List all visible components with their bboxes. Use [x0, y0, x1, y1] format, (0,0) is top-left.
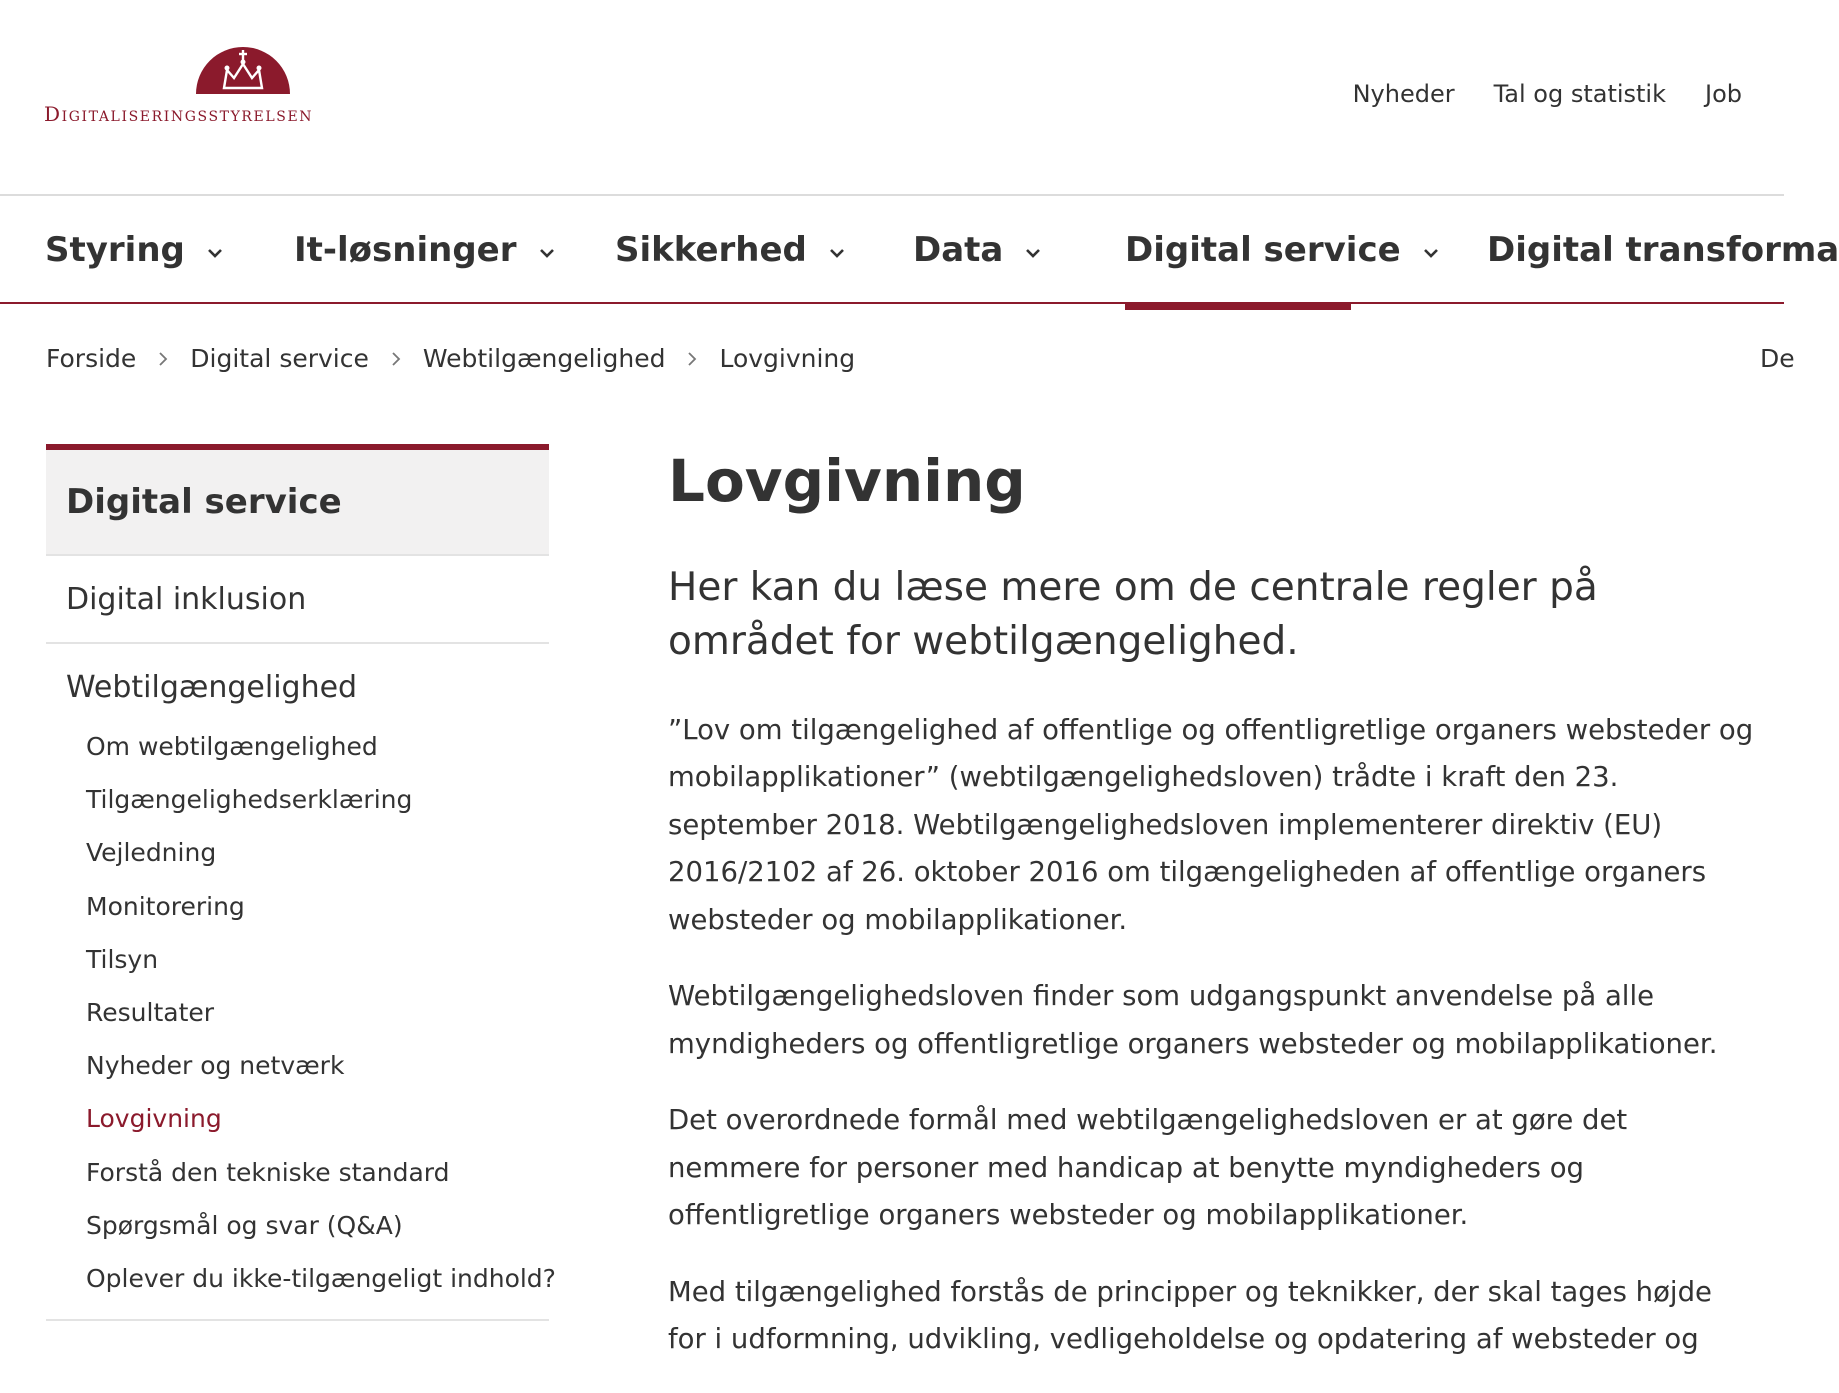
main-nav	[0, 196, 1839, 304]
site-logo[interactable]	[44, 44, 444, 134]
chevron-down-icon	[207, 248, 223, 258]
body-paragraph: Med tilgængelighed forstås de principper og teknikker, der skal tages højde for i udformning, udvikling, vedligeholdelse og opdatering af websteder og	[668, 1275, 1712, 1356]
sidebar-subnav	[46, 720, 556, 1321]
sidebar-subitem-vejledning[interactable]: Vejledning	[86, 838, 217, 868]
body-paragraph: Det overordnede formål med webtilgængelighedsloven er at gøre det nemmere for personer med handicap at benytte myndigheders og offentligretlige organers websteder og mobilapplikationer.	[668, 1104, 1628, 1232]
sidebar-subitem-monitorering[interactable]: Monitorering	[86, 891, 245, 921]
chevron-right-icon	[158, 351, 168, 367]
breadcrumb-link-forside[interactable]: Forside	[46, 344, 137, 373]
nav-item-label: Styring	[45, 230, 185, 270]
nav-item-sikkerhed[interactable]	[615, 230, 845, 270]
nav-item-label: Data	[913, 230, 1004, 270]
sidebar-item-digital-inklusion[interactable]: Digital inklusion	[46, 556, 549, 644]
sidebar-item-webtilgaengelighed[interactable]: Webtilgængelighed	[66, 670, 358, 705]
sidebar-subitem-resultater[interactable]: Resultater	[86, 997, 215, 1027]
chevron-down-icon	[829, 248, 845, 258]
sidebar-subitem-lovgivning[interactable]: Lovgivning	[86, 1104, 222, 1134]
sidebar-heading[interactable]: Digital service	[46, 444, 549, 556]
sidebar-subitem-nyheder-og-netvaerk[interactable]: Nyheder og netværk	[86, 1051, 345, 1081]
nav-item-label: It-løsninger	[294, 230, 517, 270]
nav-item-digital-service[interactable]	[1125, 230, 1439, 270]
chevron-down-icon	[539, 248, 555, 258]
sidebar-subitem-ikke-tilgaengeligt-indhold[interactable]: Oplever du ikke-tilgængeligt indhold?	[86, 1263, 556, 1293]
lead-text: Her kan du læse mere om de centrale regler på området for webtilgængelighed.	[668, 564, 1598, 664]
nav-item-styring[interactable]	[45, 230, 223, 270]
body-paragraph: ”Lov om tilgængelighed af offentlige og offentligretlige organers websteder og mobilapplikationer” (webtilgængelighedsloven) trådte i kraft den 23. september 2018. Webtilgængelighedsloven implementerer direktiv (EU) 2016/2102 af 26. oktober 2016 om tilgængeligheden af offentlige organers websteder og mobilapplikationer.	[668, 713, 1754, 936]
body-paragraph: Webtilgængelighedsloven finder som udgangspunkt anvendelse på alle myndigheders og offentligretlige organers websteder og mobilapplikationer.	[668, 980, 1718, 1060]
chevron-down-icon	[1025, 248, 1041, 258]
nav-item-it-losninger[interactable]	[294, 230, 555, 270]
site-header	[0, 0, 1784, 196]
breadcrumb-right-fragment[interactable]: De	[1760, 344, 1795, 373]
breadcrumb-link-digital-service[interactable]: Digital service	[190, 344, 369, 373]
main-content	[668, 448, 1758, 1393]
sidebar-subitem-sporgsmal-og-svar[interactable]: Spørgsmål og svar (Q&A)	[86, 1210, 403, 1240]
breadcrumb-current: Lovgivning	[719, 344, 856, 373]
nav-item-label: Digital service	[1125, 230, 1401, 270]
chevron-right-icon	[391, 351, 401, 367]
sidebar-subitem-tilgaengelighedserklaering[interactable]: Tilgængelighedserklæring	[86, 785, 413, 815]
page-title: Lovgivning	[668, 447, 1026, 515]
nav-item-label: Sikkerhed	[615, 230, 807, 270]
chevron-right-icon	[687, 351, 697, 367]
sidebar-subitem-tilsyn[interactable]: Tilsyn	[86, 944, 159, 974]
sidebar-subitem-om-webtilgaengelighed[interactable]: Om webtilgængelighed	[86, 732, 378, 761]
sidebar-nav	[46, 444, 556, 1321]
sidebar-subitem-forsta-den-tekniske-standard[interactable]: Forstå den tekniske standard	[86, 1157, 450, 1187]
util-link-nyheder[interactable]: Nyheder	[1352, 80, 1455, 108]
util-link-tal-og-statistik[interactable]: Tal og statistik	[1493, 80, 1666, 108]
util-link-job[interactable]: Job	[1705, 80, 1742, 108]
logo-wordmark: Digitaliseringsstyrelsen	[44, 102, 314, 126]
breadcrumb	[46, 344, 855, 373]
nav-item-label: Digital transforma	[1487, 230, 1839, 270]
utility-nav	[1353, 80, 1742, 108]
crown-logo-icon	[194, 44, 292, 96]
nav-item-data[interactable]	[913, 230, 1041, 270]
chevron-down-icon	[1423, 248, 1439, 258]
breadcrumb-link-webtilgaengelighed[interactable]: Webtilgængelighed	[422, 344, 666, 373]
nav-item-digital-transformation[interactable]	[1487, 230, 1839, 270]
